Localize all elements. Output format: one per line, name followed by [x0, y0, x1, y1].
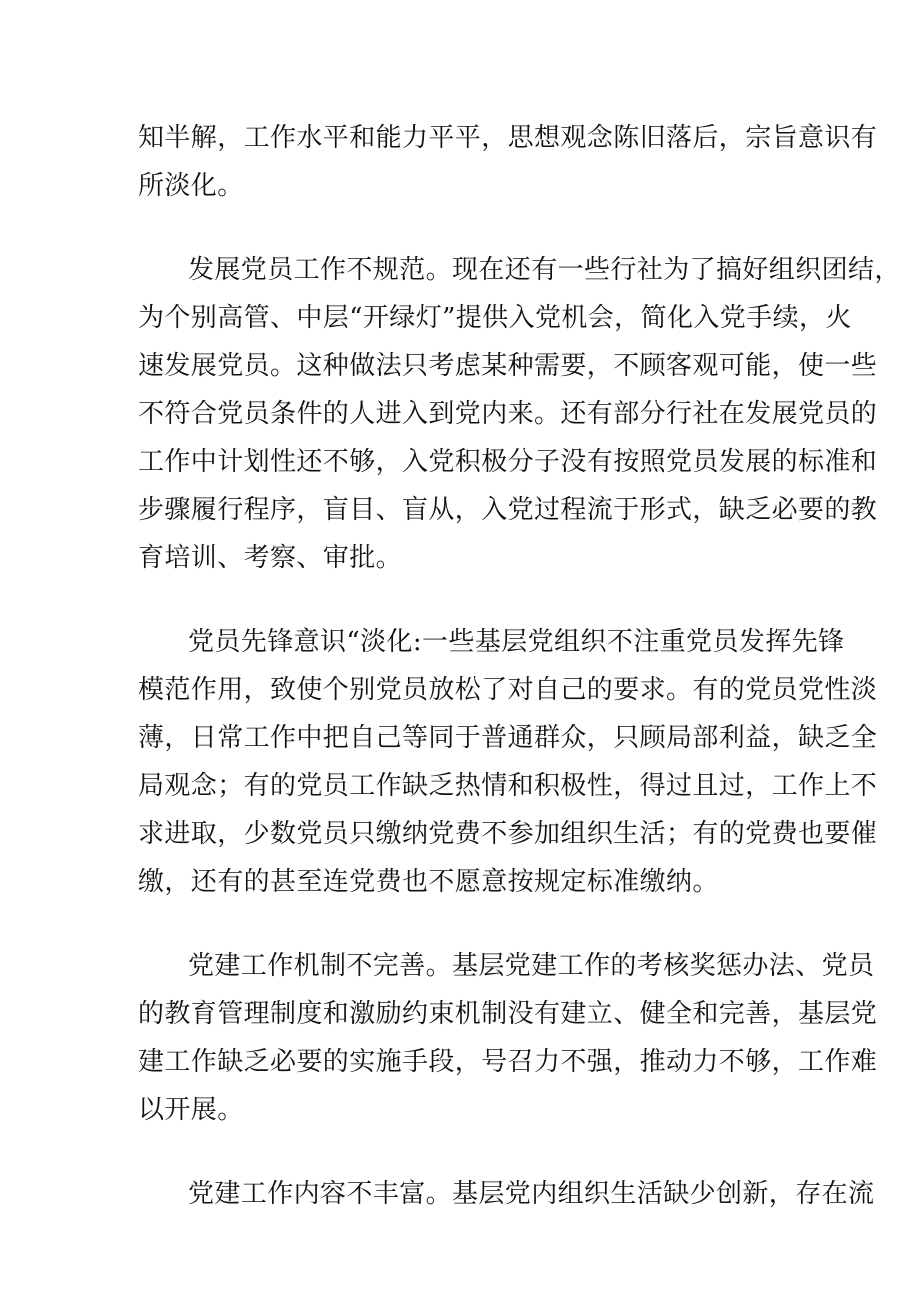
text-line: 的教育管理制度和激励约束机制没有建立、健全和完善，基层党: [138, 999, 878, 1029]
text-line: 建工作缺乏必要的实施手段，号召力不强，推动力不够，工作难: [138, 1047, 878, 1077]
text-line: 步骤履行程序，盲目、盲从，入党过程流于形式，缺乏必要的教: [138, 495, 878, 525]
text-line: 局观念；有的党员工作缺乏热情和积极性，得过且过，工作上不: [138, 771, 878, 801]
text-line: 以开展。: [138, 1095, 244, 1125]
text-line: 知半解，工作水平和能力平平，思想观念陈旧落后，宗旨意识有: [138, 123, 878, 153]
text-line: 所淡化。: [138, 171, 244, 201]
text-line: 不符合党员条件的人进入到党内来。还有部分行社在发展党员的: [138, 399, 878, 429]
paragraph-first-line: 党建工作内容不丰富。基层党内组织生活缺少创新，存在流: [188, 1179, 875, 1209]
paragraph-first-line: 党员先锋意识“淡化:一些基层党组织不注重党员发挥先锋: [188, 627, 845, 657]
paragraph-first-line: 党建工作机制不完善。基层党建工作的考核奖惩办法、党员: [188, 951, 875, 981]
text-line: 模范作用，致使个别党员放松了对自己的要求。有的党员党性淡: [138, 675, 878, 705]
text-line: 工作中计划性还不够，入党积极分子没有按照党员发展的标准和: [138, 447, 878, 477]
paragraph-first-line: 发展党员工作不规范。现在还有一些行社为了搞好组织团结，: [188, 255, 901, 285]
text-line: 薄，日常工作中把自己等同于普通群众，只顾局部利益，缺乏全: [138, 723, 878, 753]
text-line: 速发展党员。这种做法只考虑某种需要，不顾客观可能，使一些: [138, 351, 878, 381]
text-line: 缴，还有的甚至连党费也不愿意按规定标准缴纳。: [138, 867, 719, 897]
text-line: 为个别高管、中层“开绿灯”提供入党机会，简化入党手续，火: [138, 303, 852, 333]
text-line: 求进取，少数党员只缴纳党费不参加组织生活；有的党费也要催: [138, 819, 878, 849]
text-line: 育培训、考察、审批。: [138, 543, 403, 573]
